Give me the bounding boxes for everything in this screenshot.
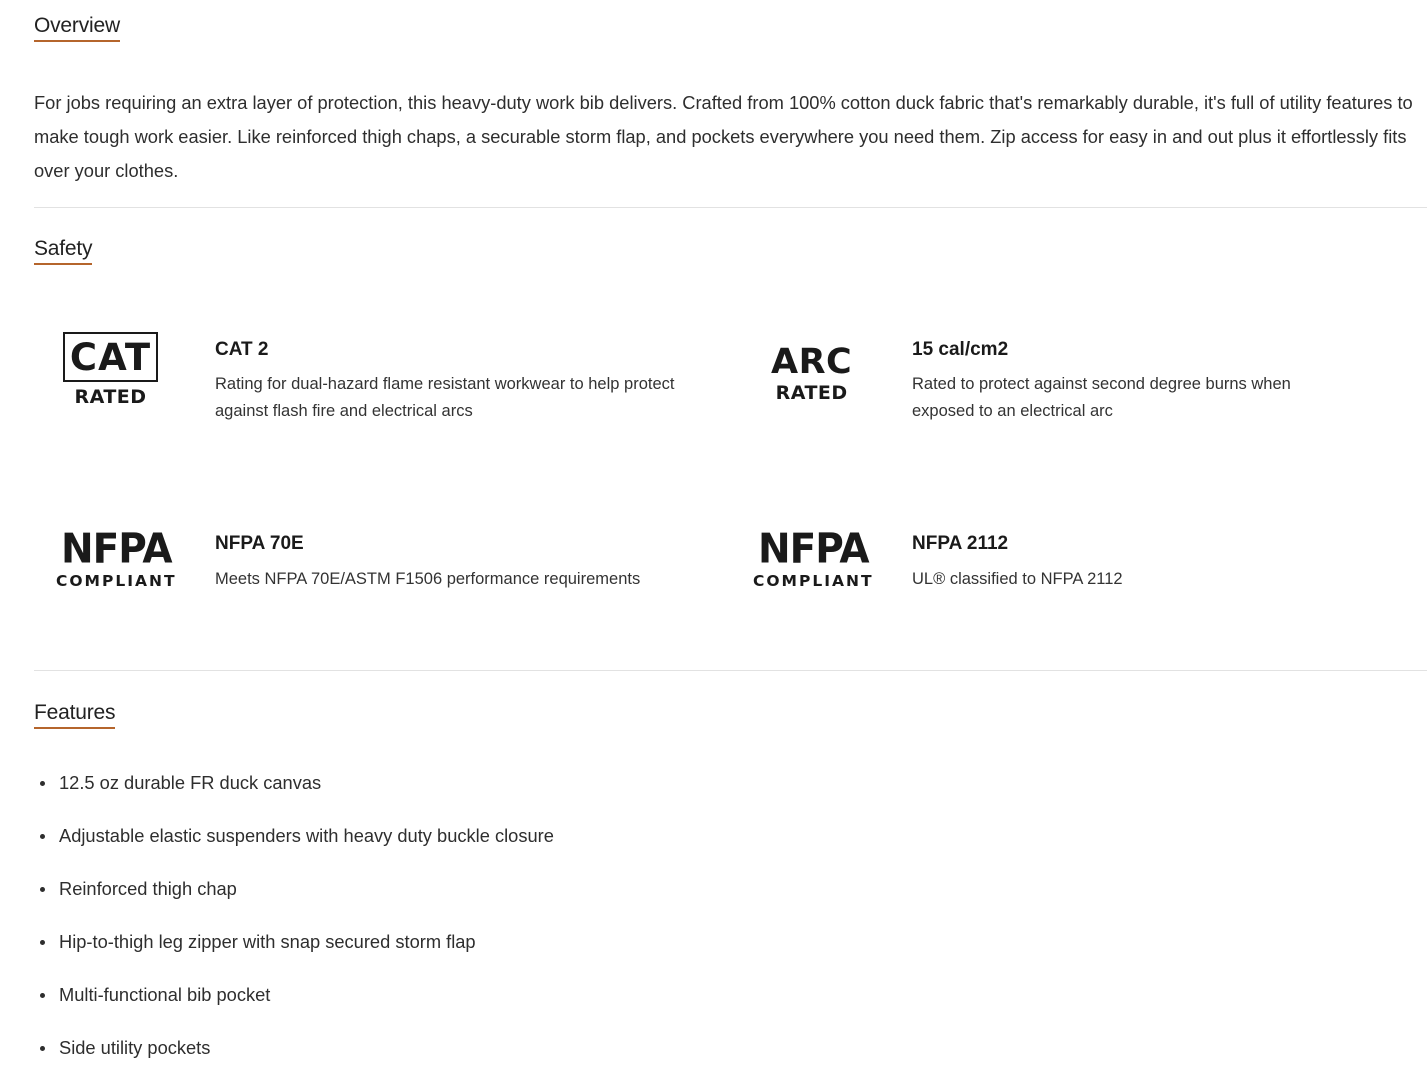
divider — [34, 207, 1427, 208]
arc-rated-icon — [771, 342, 853, 404]
cert-desc-arc: Rated to protect against second degree burns when exposed to an electrical arc — [912, 375, 1291, 420]
nfpa-compliant-icon — [56, 525, 177, 590]
list-item — [34, 771, 554, 795]
nfpa-icon-main: NFPA — [758, 525, 869, 574]
nfpa-icon-sub: COMPLIANT — [753, 572, 874, 590]
bullet-icon — [40, 781, 45, 786]
feature-text: Multi-functional bib pocket — [59, 984, 271, 1005]
cat-rated-icon — [63, 332, 158, 408]
cert-title-cat: CAT 2 — [215, 339, 269, 360]
list-item — [34, 983, 554, 1007]
safety-heading: Safety — [34, 237, 92, 265]
overview-text: For jobs requiring an extra layer of protection, this heavy-duty work bib delivers. Crafted from 100% cotton duck fabric that's remarkably durable, it's full of utility features to make tough work easier. Like reinforced thigh chaps, a securable storm flap, and pockets everywhere you need them. Zip access for easy in and out plus it effortlessly fits over your clothes. — [34, 92, 1413, 181]
cat-rated-icon-main: CAT — [63, 332, 158, 382]
bullet-icon — [40, 1046, 45, 1051]
cert-title-nfpa-2112: NFPA 2112 — [912, 533, 1009, 554]
feature-text: Reinforced thigh chap — [59, 878, 237, 899]
list-item — [34, 877, 554, 901]
arc-rated-icon-sub: RATED — [775, 382, 848, 404]
arc-rated-icon-main: ARC — [771, 342, 853, 382]
cert-title-arc: 15 cal/cm2 — [912, 339, 1009, 360]
cert-desc-cat: Rating for dual-hazard flame resistant workwear to help protect against flash fire and electrical arcs — [215, 375, 675, 420]
cat-rated-icon-sub: RATED — [74, 386, 147, 408]
list-item — [34, 824, 554, 848]
list-item — [34, 1036, 554, 1060]
nfpa-compliant-icon — [753, 525, 874, 590]
list-item — [34, 930, 554, 954]
overview-heading: Overview — [34, 14, 120, 42]
bullet-icon — [40, 887, 45, 892]
bullet-icon — [40, 940, 45, 945]
features-heading: Features — [34, 701, 115, 729]
feature-text: Adjustable elastic suspenders with heavy duty buckle closure — [59, 825, 554, 846]
features-list — [34, 771, 554, 1089]
bullet-icon — [40, 993, 45, 998]
cert-title-nfpa-70e: NFPA 70E — [215, 533, 304, 554]
feature-text: Hip-to-thigh leg zipper with snap secured storm flap — [59, 931, 476, 952]
cert-desc-nfpa-2112: UL® classified to NFPA 2112 — [912, 570, 1123, 588]
nfpa-icon-main: NFPA — [61, 525, 172, 574]
cert-desc-nfpa-70e: Meets NFPA 70E/ASTM F1506 performance requirements — [215, 570, 641, 588]
bullet-icon — [40, 834, 45, 839]
feature-text: Side utility pockets — [59, 1037, 211, 1058]
feature-text: 12.5 oz durable FR duck canvas — [59, 772, 322, 793]
nfpa-icon-sub: COMPLIANT — [56, 572, 177, 590]
divider — [34, 670, 1427, 671]
